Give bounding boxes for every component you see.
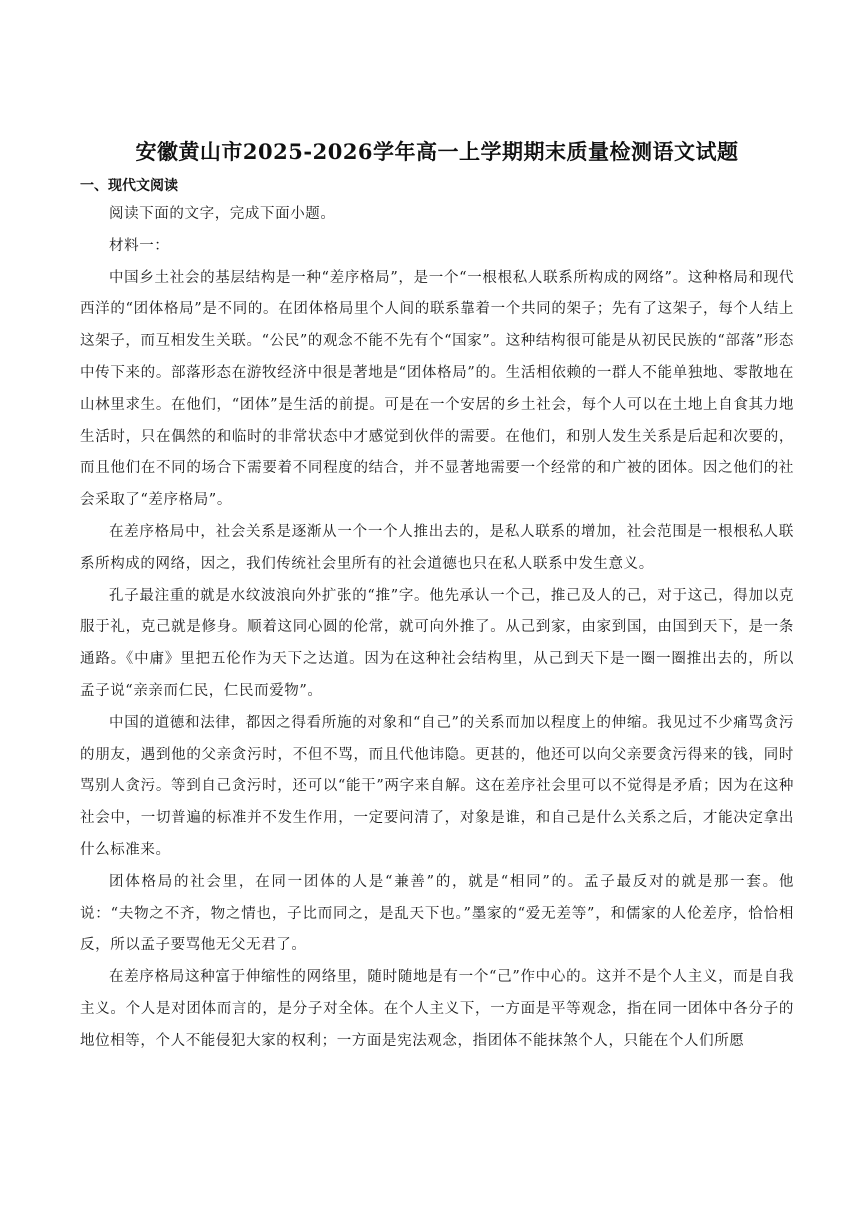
section-heading: 一、现代文阅读	[80, 178, 178, 194]
paragraph: 在差序格局中，社会关系是逐渐从一个一个人推出去的，是私人联系的增加，社会范围是一根根私人联系所构成的网络，因之，我们传统社会里所有的社会道德也只在私人联系中发生意义。	[80, 523, 794, 572]
paragraph: 在差序格局这种富于伸缩性的网络里，随时随地是有一个“己”作中心的。这并不是个人主义，而是自我主义。个人是对团体而言的，是分子对全体。在个人主义下，一方面是平等观念，指在同一团体中各分子的地位相等，个人不能侵犯大家的权利；一方面是宪法观念，指团体不能抹煞个人，只能在个人们所愿	[80, 969, 794, 1049]
paragraph: 中国的道德和法律，都因之得看所施的对象和“自己”的关系而加以程度上的伸缩。我见过不少痛骂贪污的朋友，遇到他的父亲贪污时，不但不骂，而且代他讳隐。更甚的，他还可以向父亲要贪污得来的钱，同时骂别人贪污。等到自己贪污时，还可以“能干”两字来自解。这在差序社会里可以不觉得是矛盾；因为在这种社会中，一切普遍的标准并不发生作用，一定要问清了，对象是谁，和自己是什么关系之后，才能决定拿出什么标准来。	[80, 714, 794, 858]
document-title: 安徽黄山市2025-2026学年高一上学期期末质量检测语文试题	[135, 139, 739, 164]
paragraph: 中国乡土社会的基层结构是一种“差序格局”，是一个“一根根私人联系所构成的网络”。这种格局和现代西洋的“团体格局”是不同的。在团体格局里个人间的联系靠着一个共同的架子；先有了这架子，每个人结上这架子，而互相发生关联。“公民”的观念不能不先有个“国家”。这种结构很可能是从初民民族的“部落”形态中传下来的。部落形态在游牧经济中很是著地是“团体格局”的。生活相依赖的一群人不能单独地、零散地在山林里求生。在他们，“团体”是生活的前提。可是在一个安居的乡土社会，每个人可以在土地上自食其力地生活时，只在偶然的和临时的非常状态中才感觉到伙伴的需要。在他们，和别人发生关系是后起和次要的，而且他们在不同的场合下需要着不同程度的结合，并不显著地需要一个经常的和广被的团体。因之他们的社会采取了“差序格局”。	[80, 269, 794, 509]
reading-instruction: 阅读下面的文字，完成下面小题。	[109, 206, 336, 222]
paragraph: 孔子最注重的就是水纹波浪向外扩张的“推”字。他先承认一个己，推己及人的己，对于这己，得加以克服于礼，克己就是修身。顺着这同心圆的伦常，就可向外推了。从己到家，由家到国，由国到天下，是一条通路。《中庸》里把五伦作为天下之达道。因为在这种社会结构里，从己到天下是一圈一圈推出去的，所以孟子说“亲亲而仁民，仁民而爱物”。	[80, 587, 794, 699]
material-label: 材料一：	[109, 237, 170, 254]
paragraph: 团体格局的社会里，在同一团体的人是“兼善”的，就是“相同”的。孟子最反对的就是那一套。他说：“夫物之不齐，物之情也，子比而同之，是乱天下也。”墨家的“爱无差等”，和儒家的人伦差序，恰恰相反，所以孟子要骂他无父无君了。	[80, 873, 794, 954]
